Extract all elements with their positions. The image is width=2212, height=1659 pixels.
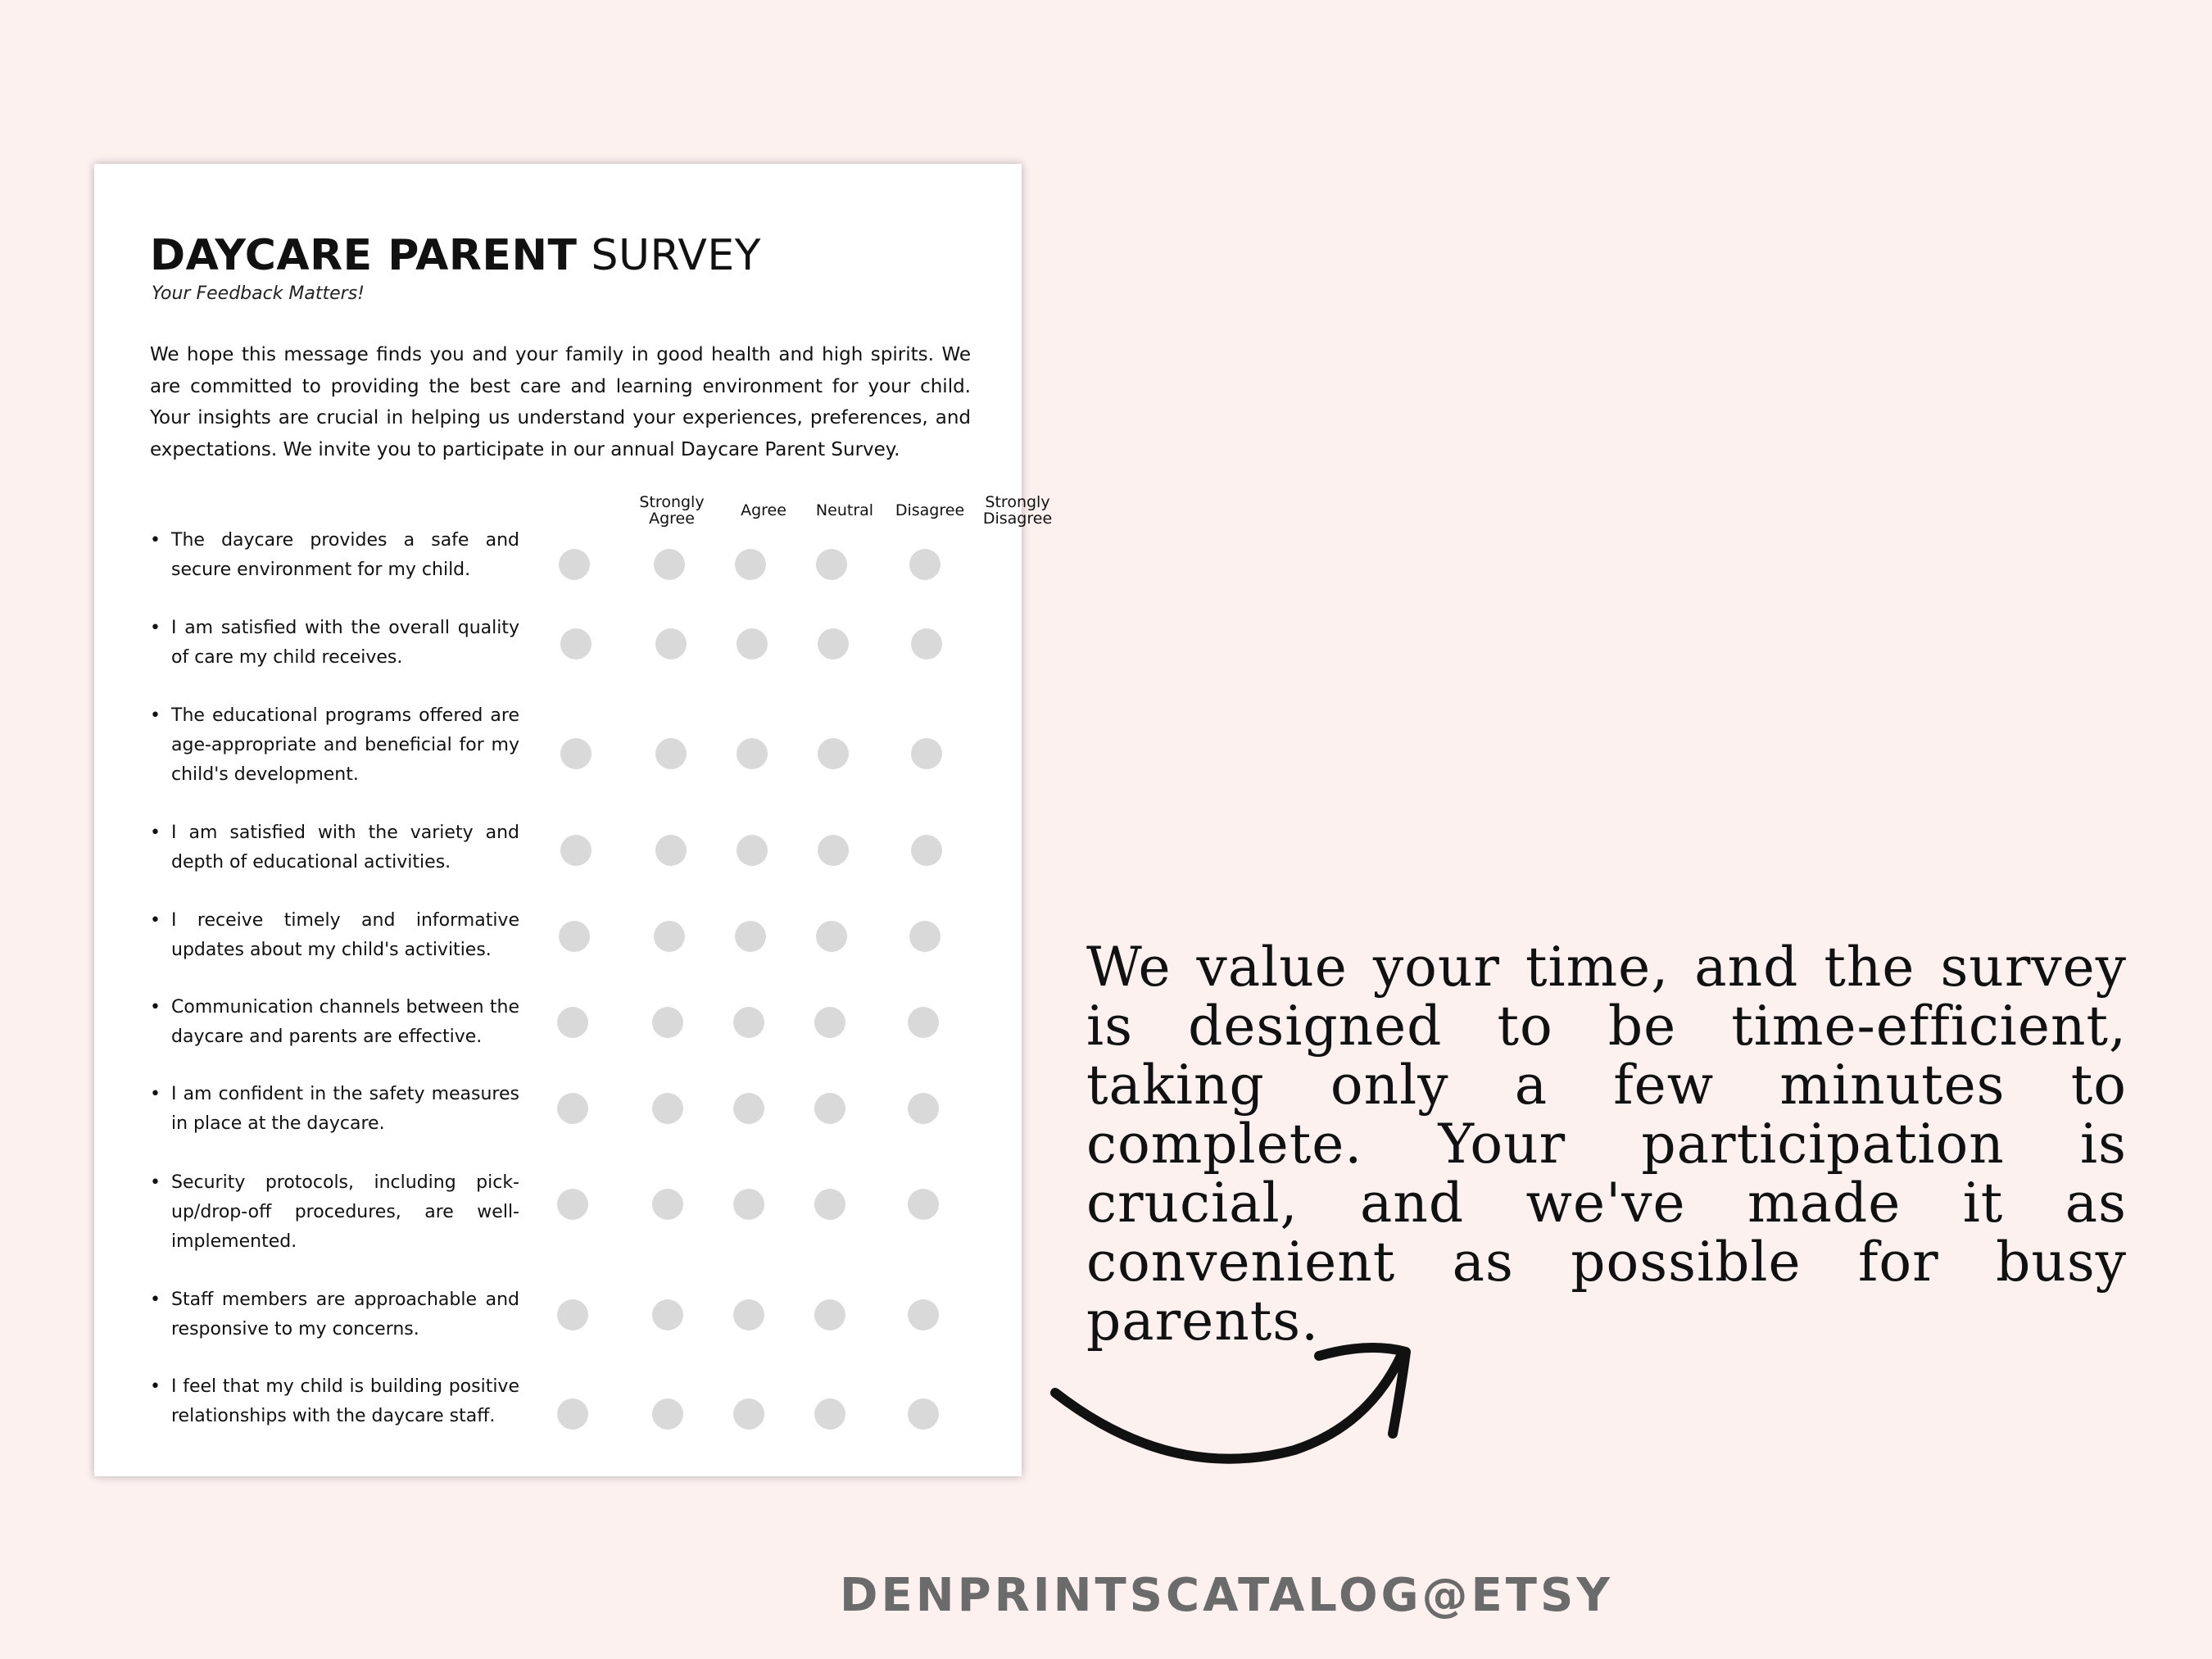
column-header-line: Strongly (985, 493, 1050, 511)
radio-strongly-agree[interactable] (557, 1189, 588, 1220)
radio-strongly-disagree[interactable] (908, 1299, 939, 1330)
bullet: • (150, 1290, 161, 1310)
radio-agree[interactable] (652, 1093, 683, 1124)
statement: The educational programs offered are age-appropriate and beneficial for my child's development. (171, 705, 519, 785)
column-header-line: Strongly (639, 493, 705, 511)
radio-strongly-agree[interactable] (557, 1398, 588, 1430)
statement: I am confident in the safety measures in place at the daycare. (171, 1084, 519, 1134)
radio-neutral[interactable] (735, 549, 766, 580)
radio-agree[interactable] (652, 1189, 683, 1220)
radio-neutral[interactable] (733, 1093, 764, 1124)
radio-neutral[interactable] (733, 1299, 764, 1330)
radio-disagree[interactable] (816, 549, 847, 580)
radio-disagree[interactable] (816, 921, 847, 952)
curved-arrow-icon (1049, 1335, 1426, 1475)
bullet: • (150, 530, 161, 551)
radio-disagree[interactable] (818, 835, 849, 866)
column-header-disagree: Disagree (895, 501, 965, 519)
bullet: • (150, 823, 161, 843)
statement: I am satisfied with the variety and depth of educational activities. (171, 823, 519, 873)
column-header-line: Agree (649, 510, 695, 528)
radio-neutral[interactable] (737, 738, 768, 769)
radio-agree[interactable] (654, 921, 685, 952)
radio-strongly-agree[interactable] (559, 549, 590, 580)
column-header-line: Disagree (982, 510, 1053, 528)
statement: I feel that my child is building positive relationships with the daycare staff. (171, 1376, 519, 1426)
column-header-strongly-agree (619, 494, 725, 527)
radio-strongly-disagree[interactable] (908, 1007, 939, 1038)
radio-agree[interactable] (652, 1007, 683, 1038)
radio-strongly-disagree[interactable] (911, 628, 942, 660)
title-bold: DAYCARE PARENT (150, 231, 578, 280)
radio-strongly-disagree[interactable] (909, 549, 941, 580)
radio-disagree[interactable] (818, 738, 849, 769)
bullet: • (150, 1376, 161, 1397)
statement: Security protocols, including pick-up/drop-off procedures, are well-implemented. (171, 1172, 519, 1252)
bullet: • (150, 910, 161, 931)
radio-agree[interactable] (654, 549, 685, 580)
radio-agree[interactable] (652, 1398, 683, 1430)
radio-strongly-disagree[interactable] (908, 1189, 939, 1220)
radio-strongly-disagree[interactable] (908, 1093, 939, 1124)
radio-strongly-disagree[interactable] (911, 738, 942, 769)
column-header-neutral: Neutral (815, 501, 874, 519)
radio-strongly-agree[interactable] (557, 1299, 588, 1330)
statement: The daycare provides a safe and secure environment for my child. (171, 530, 519, 580)
statement: Staff members are approachable and responsive to my concerns. (171, 1290, 519, 1339)
radio-disagree[interactable] (814, 1398, 845, 1430)
radio-agree[interactable] (655, 835, 687, 866)
statement: I am satisfied with the overall quality of care my child receives. (171, 618, 519, 668)
radio-strongly-agree[interactable] (560, 738, 592, 769)
statement: Communication channels between the daycare and parents are effective. (171, 997, 519, 1047)
title-light: SURVEY (591, 231, 762, 280)
bullet: • (150, 705, 161, 726)
radio-neutral[interactable] (735, 921, 766, 952)
radio-strongly-agree[interactable] (557, 1007, 588, 1038)
radio-strongly-disagree[interactable] (908, 1398, 939, 1430)
bullet: • (150, 618, 161, 638)
shop-watermark: DENPRINTSCATALOG@ETSY (840, 1569, 1613, 1622)
radio-neutral[interactable] (737, 835, 768, 866)
column-header-agree: Agree (741, 501, 786, 519)
radio-agree[interactable] (652, 1299, 683, 1330)
intro-paragraph: We hope this message finds you and your family in good health and high spirits. We are committed to providing the best care and learning environment for your child. Your insights are crucial in helping us understand your experiences, preferences, and expectations. We invite you to participate in our annual Daycare Parent Survey. (150, 344, 971, 460)
statement: I receive timely and informative updates about my child's activities. (171, 910, 519, 960)
page-subtitle: Your Feedback Matters! (152, 283, 365, 304)
radio-neutral[interactable] (733, 1007, 764, 1038)
radio-neutral[interactable] (733, 1189, 764, 1220)
survey-page (94, 164, 1053, 1476)
radio-disagree[interactable] (814, 1299, 845, 1330)
radio-strongly-disagree[interactable] (909, 921, 941, 952)
radio-disagree[interactable] (814, 1007, 845, 1038)
radio-neutral[interactable] (733, 1398, 764, 1430)
radio-strongly-agree[interactable] (557, 1093, 588, 1124)
bullet: • (150, 1084, 161, 1104)
radio-strongly-agree[interactable] (560, 628, 592, 660)
column-header-strongly-disagree (964, 494, 1071, 527)
radio-strongly-disagree[interactable] (911, 835, 942, 866)
radio-strongly-agree[interactable] (560, 835, 592, 866)
radio-disagree[interactable] (814, 1189, 845, 1220)
radio-agree[interactable] (655, 628, 687, 660)
promo-text: We value your time, and the survey is designed to be time-efficient, taking only a few minutes to complete. Your participation is crucial, and we've made it as convenient as possible for busy parents. (1086, 936, 2127, 1353)
radio-strongly-agree[interactable] (559, 921, 590, 952)
radio-neutral[interactable] (737, 628, 768, 660)
bullet: • (150, 1172, 161, 1193)
radio-disagree[interactable] (814, 1093, 845, 1124)
page-title (150, 231, 761, 280)
radio-agree[interactable] (655, 738, 687, 769)
bullet: • (150, 997, 161, 1018)
radio-disagree[interactable] (818, 628, 849, 660)
